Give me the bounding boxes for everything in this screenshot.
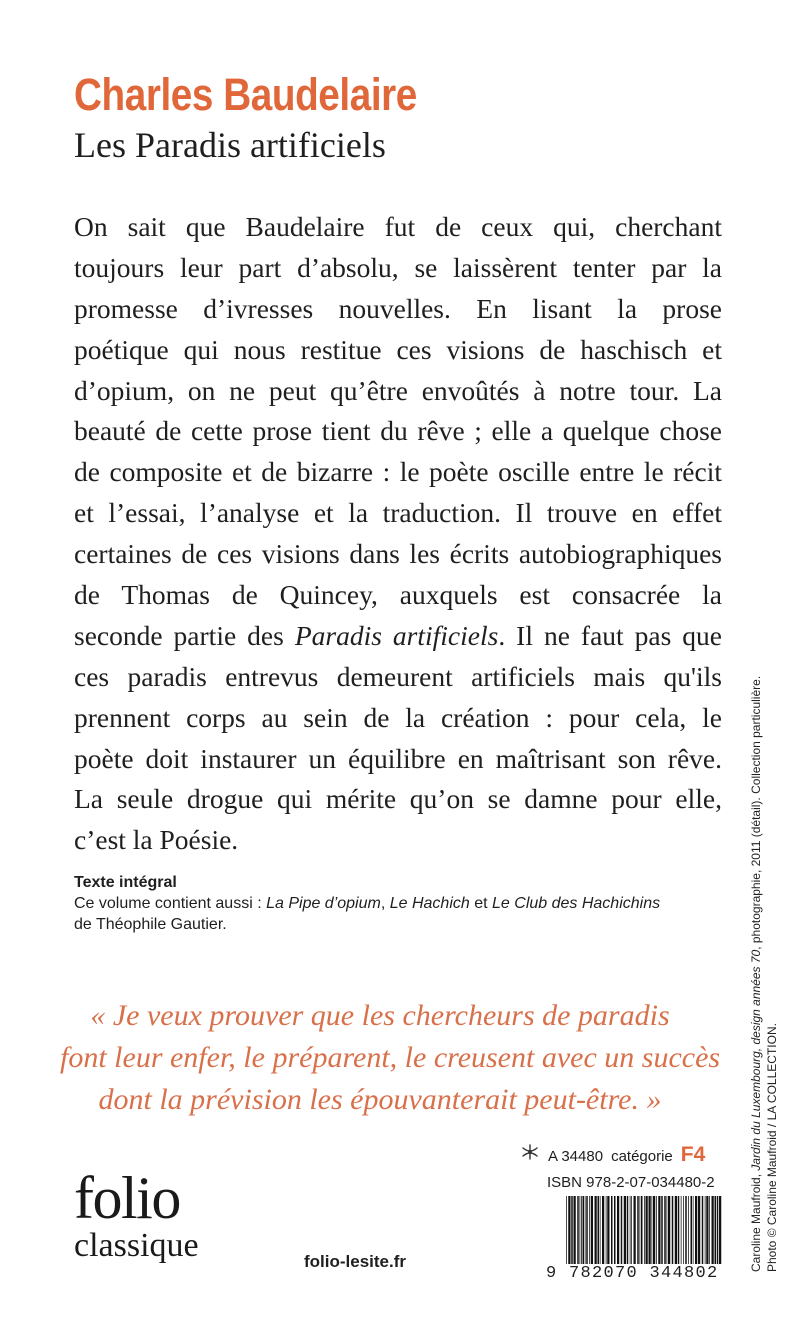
blurb-line (74, 534, 722, 575)
book-title: Les Paradis artificiels (74, 125, 386, 165)
blurb-text-segment: et l’essai, l’analyse et la traduction. Il trouve en effet (74, 497, 722, 529)
work-title-2: Le Hachich (389, 895, 470, 912)
barcode-bar (675, 1196, 677, 1264)
barcode-bar (702, 1196, 704, 1264)
category-label: catégorie (611, 1148, 673, 1165)
barcode-bar (591, 1196, 593, 1264)
barcode-bar (631, 1196, 632, 1264)
work-title-3: Le Club des Hachichins (492, 895, 661, 912)
info-prefix: Ce volume contient aussi : (74, 895, 267, 912)
blurb-text-segment: La seule drogue qui mérite qu’on se damne pour elle, (74, 783, 722, 815)
barcode-bar (649, 1196, 651, 1264)
blurb-text-segment: prennent corps au sein de la création : pour cela, le (74, 701, 722, 733)
barcode-bar (581, 1196, 582, 1264)
blurb-text-segment: promesse d’ivresses nouvelles. En lisant la prose (74, 292, 722, 324)
credit-line-2: Photo © Caroline Maufroid / LA COLLECTION. (765, 1023, 779, 1272)
blurb-line (74, 616, 722, 657)
blurb-line (74, 289, 722, 330)
blurb-text-segment: c’est la Poésie. (74, 824, 239, 856)
barcode-bar (695, 1196, 697, 1264)
barcode-bar (640, 1196, 641, 1264)
barcode-bar (672, 1196, 674, 1264)
barcode-bar (652, 1196, 653, 1264)
barcode-bar (566, 1196, 567, 1264)
barcode-bar (598, 1196, 600, 1264)
barcode-bar (602, 1196, 604, 1264)
barcode-bar (621, 1196, 623, 1264)
barcode-digits: 9 782070 344802 (546, 1264, 719, 1283)
blurb-line (74, 248, 722, 289)
blurb-line (74, 698, 722, 739)
barcode (546, 1196, 722, 1284)
barcode-bar (571, 1196, 573, 1264)
barcode-bar (715, 1196, 717, 1264)
blurb-line (74, 207, 722, 248)
blurb-line (74, 330, 722, 371)
blurb-text-segment: ces paradis entrevus demeurent artificiels mais qu'ils (74, 660, 722, 692)
blurb-text-segment: de composite et de bizarre : le poète oscille entre le récit (74, 456, 722, 488)
barcode-bar (580, 1196, 581, 1264)
catalog-ref: A 34480 (548, 1148, 604, 1165)
credit-details: , photographie, 2011 (détail). Collection particulière. (749, 675, 763, 950)
barcode-bar (706, 1196, 708, 1264)
blurb-line (74, 657, 722, 698)
barcode-bar (678, 1196, 680, 1264)
barcode-bar (585, 1196, 586, 1264)
folio-classique-logo (74, 1165, 199, 1266)
barcode-bar (607, 1196, 609, 1264)
edition-label: Texte intégral (74, 874, 177, 891)
info-separator-2: et (469, 895, 493, 912)
decorative-flourish-icon (520, 1143, 540, 1161)
credit-line-1 (748, 632, 764, 1272)
blurb-line (74, 575, 722, 616)
quote-line: « Je veux prouver que les chercheurs de paradis (90, 999, 670, 1032)
info-separator-1: , (380, 895, 390, 912)
blurb-text-segment: poète doit instaurer un équilibre en maîtrisant son rêve. (74, 742, 722, 774)
barcode-bar (624, 1196, 626, 1264)
barcode-bar (717, 1196, 719, 1264)
blurb-line (74, 411, 722, 452)
logo-classique: classique (74, 1227, 199, 1264)
barcode-bar (617, 1196, 619, 1264)
barcode-bar (664, 1196, 666, 1264)
barcode-bar (681, 1196, 682, 1264)
logo-folio: folio (74, 1165, 180, 1231)
info-author-line: de Théophile Gautier. (74, 916, 227, 933)
blurb-text-segment: d’opium, on ne peut qu’être envoûtés à notre tour. La (74, 374, 722, 406)
barcode-bar (574, 1196, 576, 1264)
barcode-bar (653, 1196, 655, 1264)
author-name: Charles Baudelaire (74, 69, 417, 120)
blurb-italic-title: Paradis artificiels (294, 619, 499, 651)
blurb-line (74, 820, 722, 861)
pull-quote (60, 995, 721, 1121)
isbn: ISBN 978-2-07-034480-2 (547, 1174, 715, 1191)
barcode-bar (583, 1196, 585, 1264)
barcode-bar (630, 1196, 631, 1264)
edition-info (74, 872, 660, 935)
barcode-bar (719, 1196, 721, 1264)
quote-line: font leur enfer, le préparent, le creusent avec un succès (60, 1041, 721, 1074)
barcode-bar (658, 1196, 660, 1264)
blurb-text-segment: certaines de ces visions dans les écrits autobiographiques (74, 538, 722, 570)
barcode-bar (589, 1196, 590, 1264)
blurb-line (74, 452, 722, 493)
barcode-bar (691, 1196, 693, 1264)
blurb-line (74, 371, 722, 412)
category-code: F4 (680, 1143, 706, 1166)
catalog-codes (520, 1142, 720, 1196)
barcode-bar (586, 1196, 588, 1264)
barcode-bar (709, 1196, 710, 1264)
blurb-line (74, 493, 722, 534)
barcode-bar (705, 1196, 706, 1264)
blurb-text-segment: On sait que Baudelaire fut de ceux qui, cherchant (74, 211, 722, 242)
barcode-bar (634, 1196, 636, 1264)
barcode-bars (566, 1196, 722, 1264)
quote-line: dont la prévision les épouvanterait peut-être. » (98, 1083, 662, 1116)
barcode-bar (712, 1196, 714, 1264)
credit-author: Caroline Maufroid, (749, 1170, 763, 1272)
blurb-text-segment: poétique qui nous restitue ces visions de haschisch et (74, 333, 722, 365)
barcode-bar (637, 1196, 639, 1264)
barcode-bar (644, 1196, 645, 1264)
blurb-line (74, 779, 722, 820)
photo-credit (748, 632, 792, 1272)
barcode-bar (641, 1196, 643, 1264)
credit-work-title: Jardin du Luxembourg, design années 70 (749, 949, 763, 1171)
barcode-bar (627, 1196, 629, 1264)
barcode-bar (595, 1196, 597, 1264)
barcode-bar (667, 1196, 668, 1264)
barcode-bar (611, 1196, 613, 1264)
barcode-bar (688, 1196, 689, 1264)
barcode-bar (568, 1196, 570, 1264)
blurb-text-segment: toujours leur part d’absolu, se laissèrent tenter par la (74, 251, 722, 283)
barcode-bar (606, 1196, 607, 1264)
barcode-bar (646, 1196, 648, 1264)
barcode-bar (685, 1196, 687, 1264)
work-title-1: La Pipe d’opium (266, 895, 381, 912)
blurb-text (74, 207, 722, 861)
blurb-line (74, 739, 722, 780)
blurb-text-segment: beauté de cette prose tient du rêve ; elle a quelque chose (74, 415, 722, 447)
barcode-bar (577, 1196, 579, 1264)
barcode-bar (693, 1196, 694, 1264)
blurb-text-segment: de Thomas de Quincey, auxquels est consacrée la (74, 579, 722, 611)
barcode-bar (661, 1196, 663, 1264)
barcode-bar (614, 1196, 616, 1264)
barcode-bar (683, 1196, 684, 1264)
barcode-bar (656, 1196, 657, 1264)
publisher-website: folio-lesite.fr (304, 1252, 407, 1271)
barcode-bar (600, 1196, 601, 1264)
barcode-bar (668, 1196, 670, 1264)
blurb-text-segment: . Il ne faut pas que (498, 619, 723, 651)
barcode-bar (698, 1196, 700, 1264)
blurb-text-segment: seconde partie des (74, 619, 295, 651)
